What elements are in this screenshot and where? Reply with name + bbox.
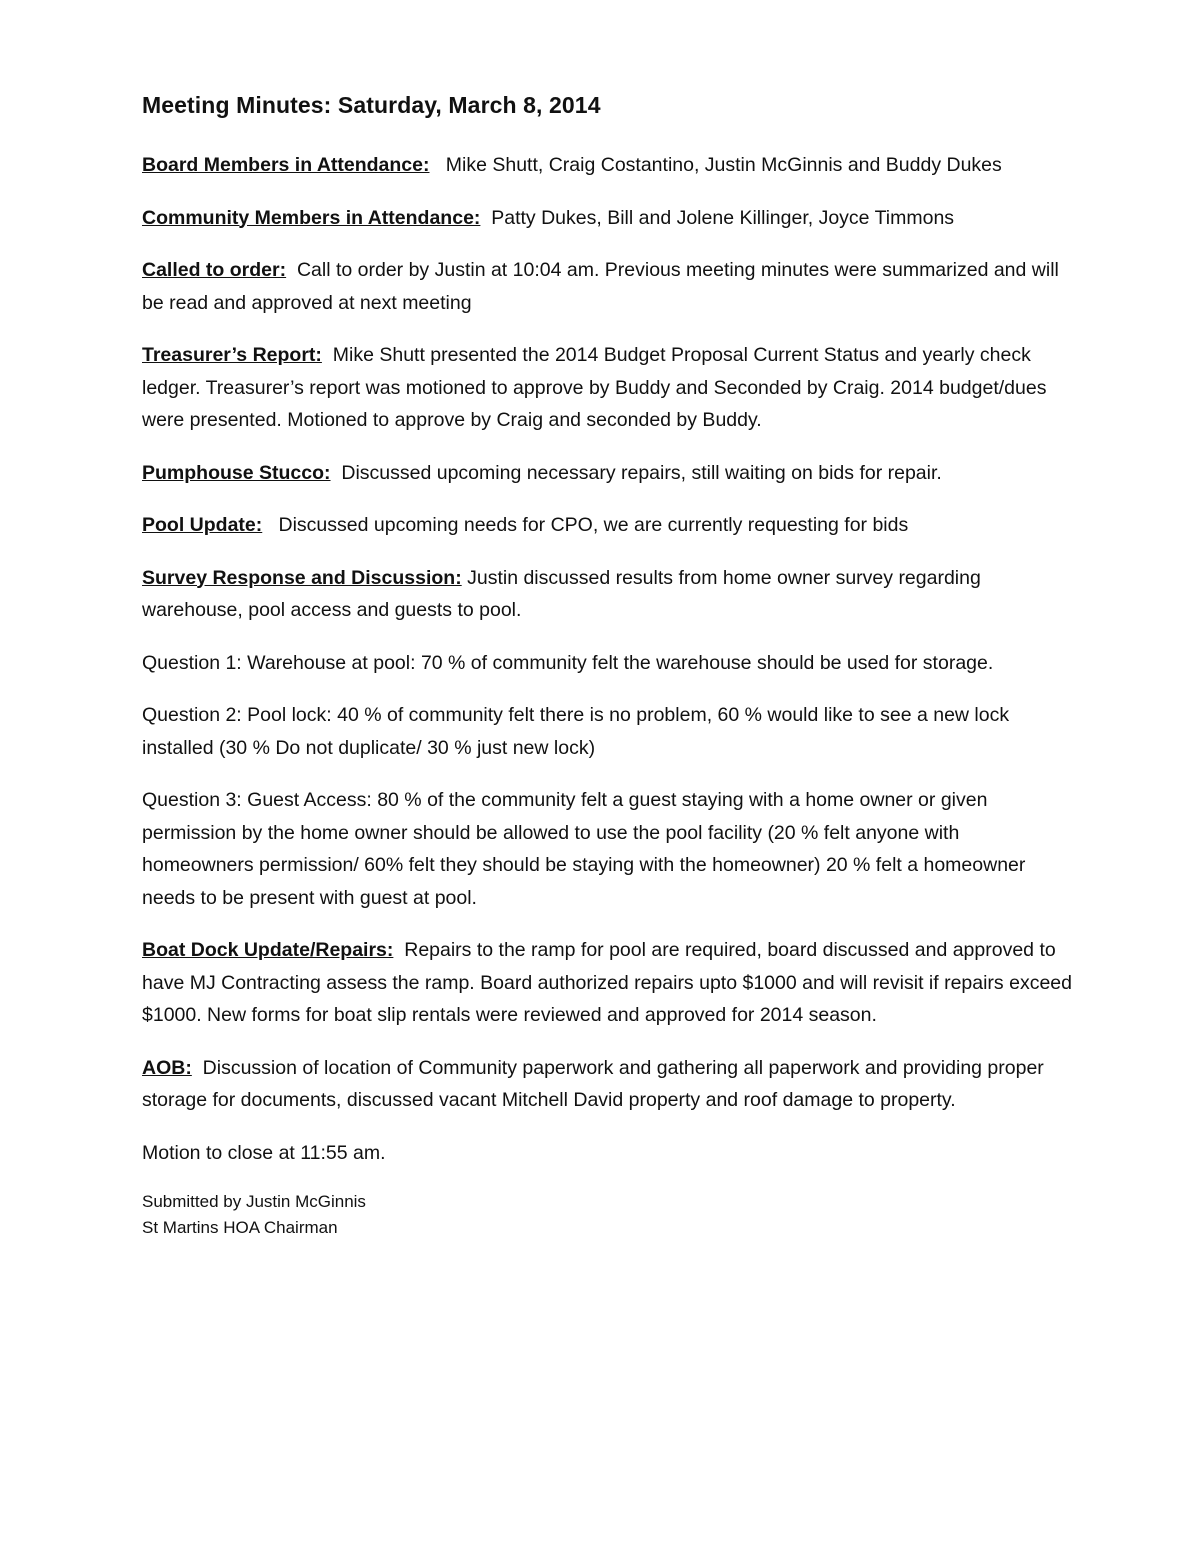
section-label: Called to order: [142,259,287,281]
community-members-section [142,202,1072,235]
board-members-section [142,149,1072,182]
section-label: Survey Response and Discussion: [142,566,462,589]
document-page [142,88,1072,1241]
signature-block [142,1189,1072,1241]
survey-response-section [142,562,1072,627]
section-label: Boat Dock Update/Repairs: [142,939,394,961]
section-label: Pumphouse Stucco: [142,461,331,484]
section-text: Mike Shutt, Craig Costantino, Justin McGinnis and Buddy Dukes [445,154,1002,176]
question-1: Question 1: Warehouse at pool: 70 % of community felt the warehouse should be used for storage. [142,651,994,674]
signature-submitted-by: Submitted by Justin McGinnis [142,1192,366,1211]
signature-title: St Martins HOA Chairman [142,1218,338,1237]
treasurers-report-section [142,339,1072,437]
section-label: Treasurer’s Report: [142,344,322,366]
section-text: Patty Dukes, Bill and Jolene Killinger, Joyce Timmons [491,206,955,229]
section-label: AOB: [142,1056,192,1079]
page-title: Meeting Minutes: Saturday, March 8, 2014 [142,92,601,118]
section-label: Pool Update: [142,514,263,536]
pumphouse-stucco-section [142,457,1072,490]
section-text: Mike Shutt presented the 2014 Budget Proposal Current Status and yearly check ledger. Treasurer’s report was motioned to approve by Buddy and Seconded by Craig. 2014 budget/dues were presented. Motioned to approve by Craig and seconded by Buddy. [142,344,1047,431]
aob-section [142,1052,1072,1117]
pool-update-section [142,509,1072,542]
section-text: Justin discussed results from home owner survey regarding warehouse, pool access and guests to pool. [142,566,981,621]
section-text: Call to order by Justin at 10:04 am. Previous meeting minutes were summarized and will be read and approved at next meeting [142,259,1059,314]
section-text: Repairs to the ramp for pool are required, board discussed and approved to have MJ Contracting assess the ramp. Board authorized repairs upto $1000 and will revisit if repairs exceed $1000. New forms for boat slip rentals were reviewed and approved for 2014 season. [142,939,1072,1026]
section-label: Community Members in Attendance: [142,206,481,229]
section-text: Discussed upcoming needs for CPO, we are currently requesting for bids [278,514,909,536]
called-to-order-section [142,254,1072,319]
section-text: Discussed upcoming necessary repairs, still waiting on bids for repair. [341,461,942,484]
section-text: Discussion of location of Community paperwork and gathering all paperwork and providing proper storage for documents, discussed vacant Mitchell David property and roof damage to property. [142,1056,1044,1111]
boat-dock-section [142,934,1072,1032]
section-label: Board Members in Attendance: [142,154,430,176]
question-2: Question 2: Pool lock: 40 % of community felt there is no problem, 60 % would like to see a new lock installed (30 % Do not duplicate/ 30 % just new lock) [142,704,1010,759]
question-3: Question 3: Guest Access: 80 % of the community felt a guest staying with a home owner or given permission by the home owner should be allowed to use the pool facility (20 % felt anyone with homeowners permission/ 60% felt they should be staying with the homeowner) 20 % felt a homeowner needs to be present with guest at pool. [142,789,1026,909]
closing-motion: Motion to close at 11:55 am. [142,1141,386,1164]
